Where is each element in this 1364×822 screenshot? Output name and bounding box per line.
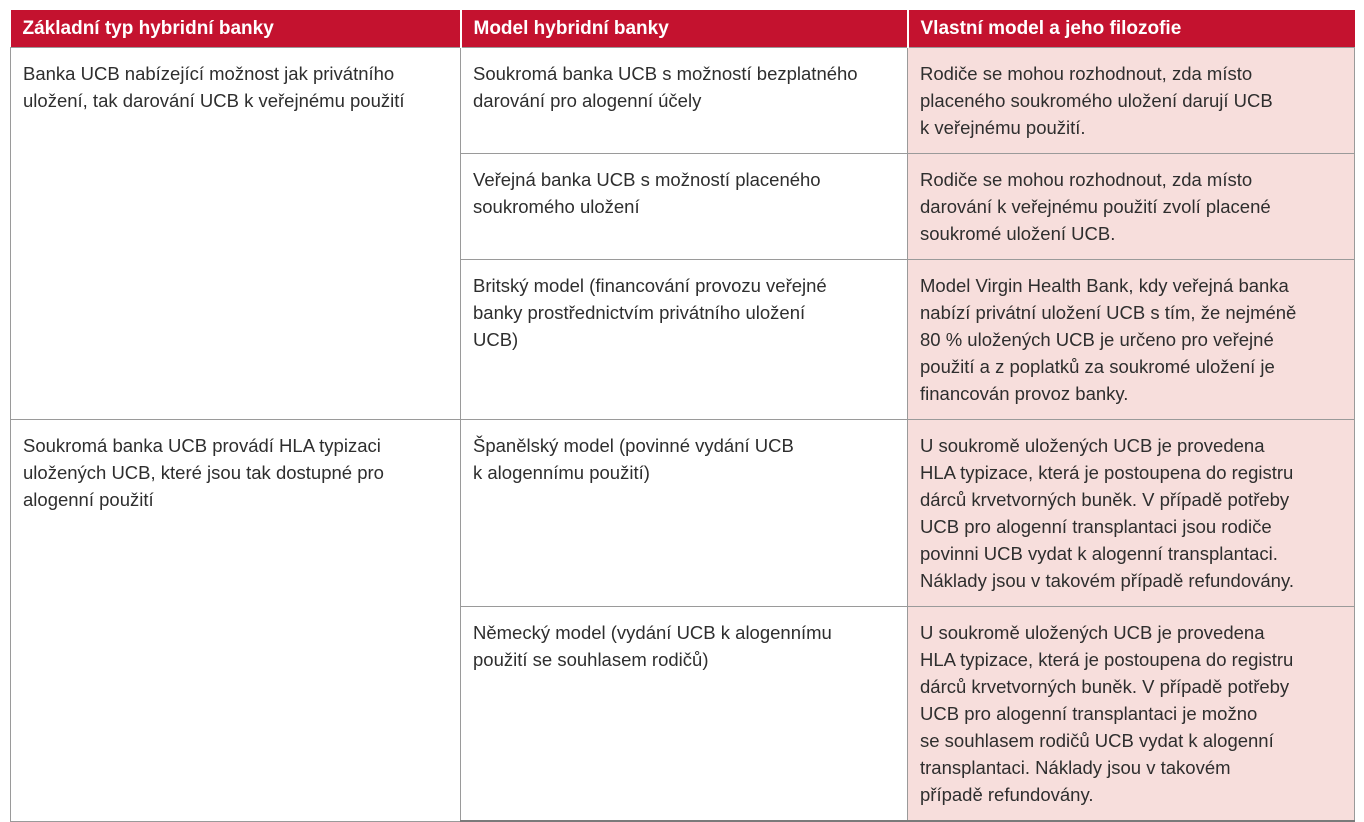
model-cell [461,154,908,260]
table-header [11,10,1355,48]
model-cell [461,420,908,607]
philosophy-text: Model Virgin Health Bank, kdy veřejná banka nabízí privátní uložení UCB s tím, že nejméně 80 % uložených UCB je určeno pro veřejné použití a z poplatků za soukromé uložení je financován provoz banky. [920,275,1297,404]
table-row [11,48,1355,154]
philosophy-cell [908,607,1355,822]
document-page [10,10,1354,822]
model-text: Německý model (vydání UCB k alogennímu použití se souhlasem rodičů) [473,622,832,670]
basic-type-text: Banka UCB nabízející možnost jak privátního uložení, tak darování UCB k veřejnému použití [23,63,405,111]
model-cell [461,48,908,154]
model-text: Soukromá banka UCB s možností bezplatného darování pro alogenní účely [473,63,858,111]
model-text: Španělský model (povinné vydání UCB k alogennímu použití) [473,435,794,483]
basic-type-cell [11,48,461,420]
philosophy-text: U soukromě uložených UCB je provedena HLA typizace, která je postoupena do registru dárců krvetvorných buněk. V případě potřeby UCB pro alogenní transplantaci jsou rodiče povinni UCB vydat k alogenní transplantaci. Náklady jsou v takovém případě refundovány. [920,435,1294,591]
philosophy-cell [908,260,1355,420]
basic-type-cell [11,420,461,822]
philosophy-cell [908,48,1355,154]
philosophy-text: U soukromě uložených UCB je provedena HLA typizace, která je postoupena do registru dárců krvetvorných buněk. V případě potřeby UCB pro alogenní transplantaci je možno se souhlasem rodičů UCB vydat k alogenní transplantaci. Náklady jsou v takovém případě refundovány. [920,622,1294,805]
philosophy-text: Rodiče se mohou rozhodnout, zda místo darování k veřejnému použití zvolí placené soukromé uložení UCB. [920,169,1271,244]
header-model: Model hybridní banky [461,10,908,48]
hybrid-bank-table [10,10,1355,822]
philosophy-text: Rodiče se mohou rozhodnout, zda místo placeného soukromého uložení darují UCB k veřejnému použití. [920,63,1273,138]
header-philosophy: Vlastní model a jeho filozofie [908,10,1355,48]
model-cell [461,260,908,420]
model-text: Britský model (financování provozu veřejné banky prostřednictvím privátního uložení UCB) [473,275,827,350]
header-row [11,10,1355,48]
model-cell [461,607,908,822]
model-text: Veřejná banka UCB s možností placeného soukromého uložení [473,169,821,217]
table-row [11,420,1355,607]
philosophy-cell [908,420,1355,607]
basic-type-text: Soukromá banka UCB provádí HLA typizaci uložených UCB, které jsou tak dostupné pro alogenní použití [23,435,384,510]
header-basic-type: Základní typ hybridní banky [11,10,461,48]
philosophy-cell [908,154,1355,260]
table-body [11,48,1355,822]
